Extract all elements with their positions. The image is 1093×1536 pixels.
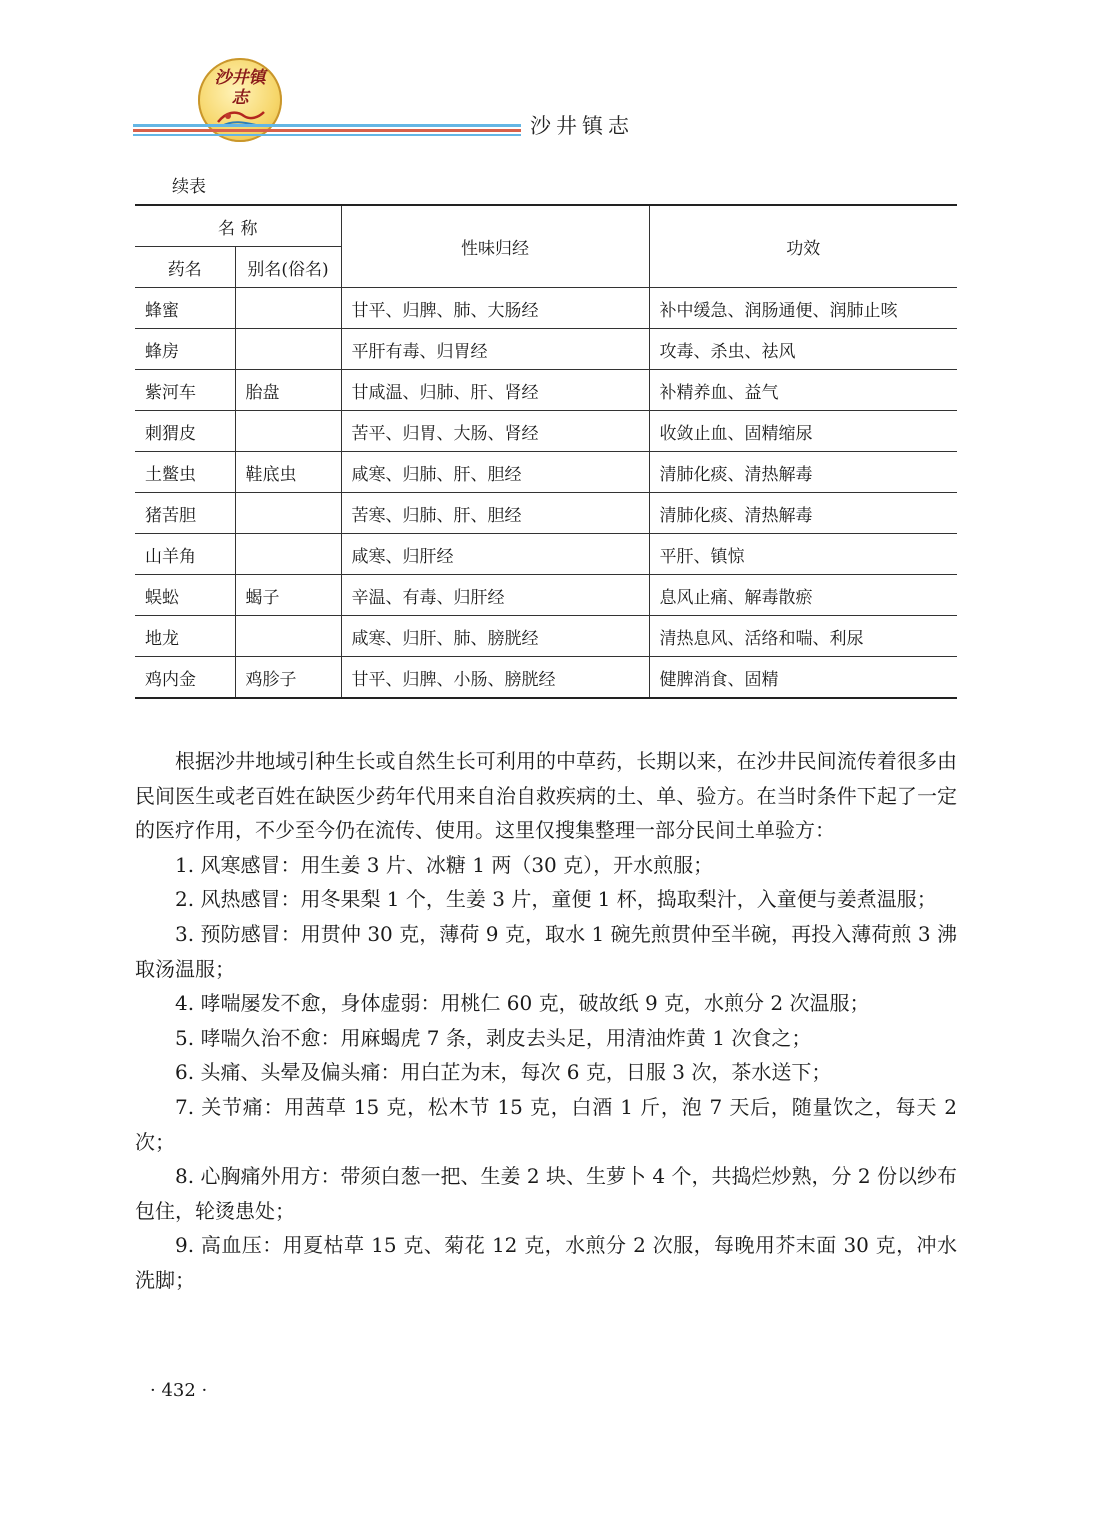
table-row bbox=[135, 329, 957, 370]
table-row bbox=[135, 657, 957, 699]
cell-alias bbox=[235, 288, 341, 329]
header-nature: 性味归经 bbox=[341, 205, 649, 288]
cell-drug: 刺猬皮 bbox=[135, 411, 235, 452]
header-rule-blue-2 bbox=[133, 134, 521, 136]
remedy-item: 9. 高血压：用夏枯草 15 克、菊花 12 克，水煎分 2 次服，每晚用芥末面 30 克，冲水洗脚； bbox=[135, 1233, 957, 1292]
cell-alias bbox=[235, 534, 341, 575]
cell-alias bbox=[235, 329, 341, 370]
table-row bbox=[135, 370, 957, 411]
header-rule-red bbox=[133, 129, 521, 132]
remedy-item: 7. 关节痛：用茜草 15 克，松木节 15 克，白酒 1 斤，泡 7 天后，随量饮之，每天 2 次； bbox=[135, 1094, 957, 1154]
cell-nature: 苦平、归胃、大肠、肾经 bbox=[341, 411, 649, 452]
cell-drug: 紫河车 bbox=[135, 370, 235, 411]
cell-effect: 清热息风、活络和喘、利尿 bbox=[649, 616, 957, 657]
medicine-table bbox=[135, 204, 957, 699]
remedy-item: 3. 预防感冒：用贯仲 30 克，薄荷 9 克，取水 1 碗先煎贯仲至半碗，再投入薄荷煎 3 沸取汤温服； bbox=[135, 921, 957, 981]
cell-nature: 平肝有毒、归胃经 bbox=[341, 329, 649, 370]
table-caption: 续表 bbox=[172, 177, 206, 197]
remedy-item: 6. 头痛、头晕及偏头痛：用白芷为末，每次 6 克，日服 3 次，茶水送下； bbox=[175, 1060, 832, 1085]
header-name-group: 名 称 bbox=[135, 205, 341, 247]
table-row bbox=[135, 616, 957, 657]
cell-effect: 补中缓急、润肠通便、润肺止咳 bbox=[649, 288, 957, 329]
running-header-title: 沙井镇志 bbox=[530, 114, 634, 138]
cell-nature: 甘平、归脾、小肠、膀胱经 bbox=[341, 657, 649, 699]
cell-nature: 咸寒、归肝、肺、膀胱经 bbox=[341, 616, 649, 657]
cell-drug: 蜂房 bbox=[135, 329, 235, 370]
cell-nature: 辛温、有毒、归肝经 bbox=[341, 575, 649, 616]
header-effect: 功效 bbox=[649, 205, 957, 288]
remedy-item: 4. 哮喘屡发不愈，身体虚弱：用桃仁 60 克，破故纸 9 克，水煎分 2 次温服； bbox=[175, 991, 870, 1016]
cell-drug: 蜂蜜 bbox=[135, 288, 235, 329]
cell-effect: 健脾消食、固精 bbox=[649, 657, 957, 699]
body-text bbox=[135, 744, 957, 1298]
cell-alias: 蝎子 bbox=[235, 575, 341, 616]
remedy-item: 8. 心胸痛外用方：带须白葱一把、生姜 2 块、生萝卜 4 个，共捣烂炒熟，分 2 份以纱布包住，轮烫患处； bbox=[135, 1164, 957, 1223]
cell-nature: 咸寒、归肺、肝、胆经 bbox=[341, 452, 649, 493]
cell-drug: 蜈蚣 bbox=[135, 575, 235, 616]
cell-alias bbox=[235, 493, 341, 534]
cell-nature: 甘咸温、归肺、肝、肾经 bbox=[341, 370, 649, 411]
cell-drug: 地龙 bbox=[135, 616, 235, 657]
intro-paragraph: 根据沙井地域引种生长或自然生长可利用的中草药，长期以来，在沙井民间流传着很多由民间医生或老百姓在缺医少药年代用来自治自救疾病的土、单、验方。在当时条件下起了一定的医疗作用，不少至今仍在流传、使用。这里仅搜集整理一部分民间土单验方： bbox=[135, 749, 957, 843]
cell-effect: 收敛止血、固精缩尿 bbox=[649, 411, 957, 452]
cell-alias bbox=[235, 411, 341, 452]
header-alias: 别名(俗名) bbox=[235, 247, 341, 288]
cell-effect: 补精养血、益气 bbox=[649, 370, 957, 411]
cell-nature: 甘平、归脾、肺、大肠经 bbox=[341, 288, 649, 329]
table-row bbox=[135, 493, 957, 534]
cell-drug: 猪苦胆 bbox=[135, 493, 235, 534]
table-row bbox=[135, 452, 957, 493]
cell-nature: 苦寒、归肺、肝、胆经 bbox=[341, 493, 649, 534]
table-row bbox=[135, 575, 957, 616]
cell-alias: 鸡胗子 bbox=[235, 657, 341, 699]
cell-alias bbox=[235, 616, 341, 657]
cell-nature: 咸寒、归肝经 bbox=[341, 534, 649, 575]
remedy-item: 1. 风寒感冒：用生姜 3 片、冰糖 1 两（30 克），开水煎服； bbox=[175, 852, 714, 877]
cell-alias: 鞋底虫 bbox=[235, 452, 341, 493]
cell-effect: 平肝、镇惊 bbox=[649, 534, 957, 575]
cell-effect: 攻毒、杀虫、祛风 bbox=[649, 329, 957, 370]
header-drug: 药名 bbox=[135, 247, 235, 288]
header-rule-blue bbox=[133, 124, 521, 127]
table-row bbox=[135, 534, 957, 575]
cell-effect: 清肺化痰、清热解毒 bbox=[649, 493, 957, 534]
cell-effect: 清肺化痰、清热解毒 bbox=[649, 452, 957, 493]
cell-drug: 山羊角 bbox=[135, 534, 235, 575]
logo-text: 沙井镇志 bbox=[214, 68, 266, 108]
cell-drug: 鸡内金 bbox=[135, 657, 235, 699]
table-row bbox=[135, 411, 957, 452]
cell-effect: 息风止痛、解毒散瘀 bbox=[649, 575, 957, 616]
remedy-item: 5. 哮喘久治不愈：用麻蝎虎 7 条，剥皮去头足，用清油炸黄 1 次食之； bbox=[175, 1025, 812, 1050]
cell-alias: 胎盘 bbox=[235, 370, 341, 411]
remedy-item: 2. 风热感冒：用冬果梨 1 个，生姜 3 片，童便 1 杯，捣取梨汁，入童便与姜煮温服； bbox=[175, 887, 937, 912]
table-row bbox=[135, 288, 957, 329]
page-number: · 432 · bbox=[150, 1380, 208, 1401]
cell-drug: 土鳖虫 bbox=[135, 452, 235, 493]
